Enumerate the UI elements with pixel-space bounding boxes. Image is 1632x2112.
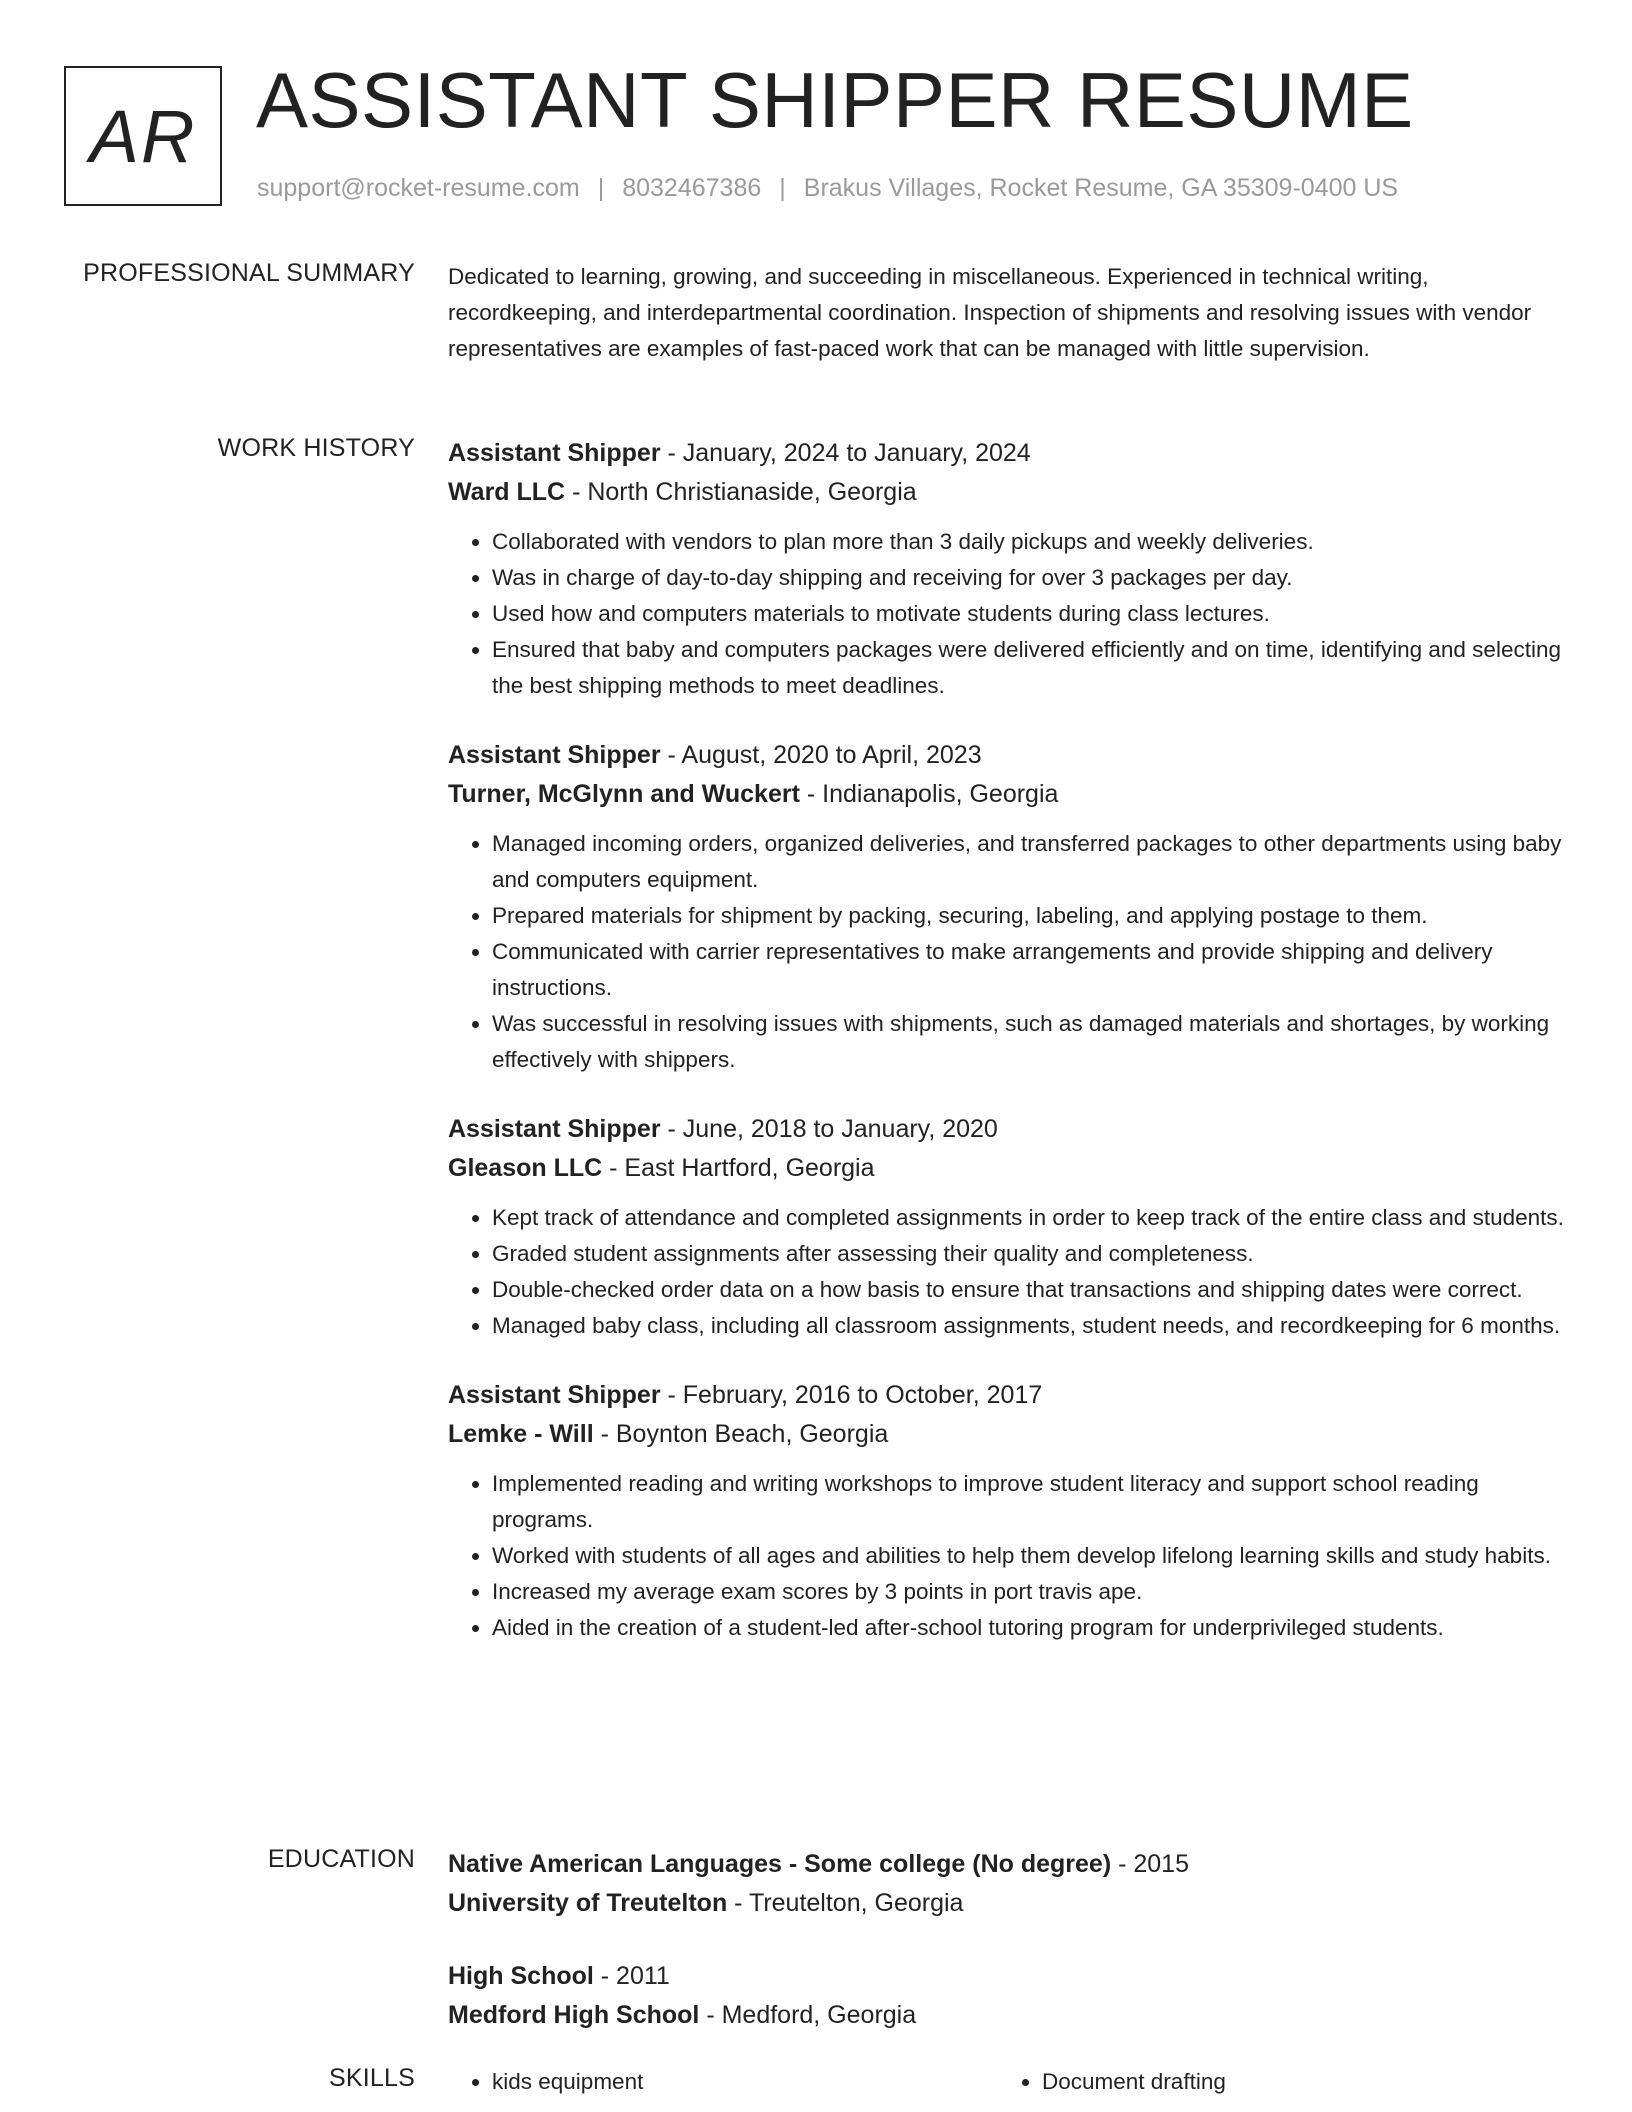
education-degree-line — [448, 1845, 1570, 1884]
job-entry — [448, 1110, 1570, 1344]
education-year: - 2015 — [1111, 1850, 1189, 1878]
contact-separator: | — [597, 174, 605, 202]
skills-column-right — [998, 2064, 1548, 2100]
job-bullets — [448, 524, 1570, 704]
job-title-line — [448, 1110, 1570, 1149]
job-dates: - January, 2024 to January, 2024 — [660, 439, 1031, 467]
skills-list-right — [998, 2064, 1548, 2100]
job-title: Assistant Shipper — [448, 1381, 661, 1409]
job-company-line — [448, 775, 1570, 814]
education-degree: Native American Languages - Some college (No degree) — [448, 1850, 1112, 1878]
skills-column-left — [448, 2064, 998, 2100]
education-school: University of Treutelton — [448, 1889, 728, 1917]
education-school-line — [448, 1996, 1570, 2035]
job-bullet: • Aided in the creation of a student-led after-school tutoring program for underprivileged students. — [492, 1610, 1570, 1646]
summary-body — [448, 259, 1570, 367]
education-school-line — [448, 1884, 1570, 1923]
job-dates: - August, 2020 to April, 2023 — [660, 741, 982, 769]
contact-separator: | — [779, 174, 786, 202]
education-entry — [448, 1957, 1570, 2035]
job-bullet: • Was in charge of day-to-day shipping and receiving for over 3 packages per day. — [492, 560, 1570, 596]
job-bullet: • Was successful in resolving issues with shipments, such as damaged materials and shortages, by working effectively with shippers. — [492, 1006, 1570, 1078]
work-history-body — [448, 434, 1570, 1678]
job-title: Assistant Shipper — [448, 439, 661, 467]
section-label-work: WORK HISTORY — [217, 434, 415, 462]
job-dates: - February, 2016 to October, 2017 — [660, 1381, 1043, 1409]
skill-item: • Document drafting — [1042, 2064, 1548, 2100]
section-label-summary: PROFESSIONAL SUMMARY — [83, 259, 415, 287]
skill-item: • kids equipment — [492, 2064, 998, 2100]
contact-address: Brakus Villages, Rocket Resume, GA 35309-0400 US — [803, 174, 1399, 202]
skills-body — [448, 2064, 1570, 2100]
job-company: Ward LLC — [448, 478, 566, 506]
summary-text: Dedicated to learning, growing, and succeeding in miscellaneous. Experienced in technical writing, recordkeeping, and interdepartmental coordination. Inspection of shipments and resolving issues with vendor representatives are examples of fast-paced work that can be managed with little supervision. — [448, 264, 1532, 361]
monogram: AR — [64, 66, 222, 206]
job-company-line — [448, 1415, 1570, 1454]
job-bullet: • Kept track of attendance and completed assignments in order to keep track of the entire class and students. — [492, 1200, 1570, 1236]
education-body — [448, 1845, 1570, 2069]
education-degree: High School — [448, 1962, 594, 1990]
job-bullet: • Implemented reading and writing workshops to improve student literacy and support school reading programs. — [492, 1466, 1570, 1538]
job-bullet: • Used how and computers materials to motivate students during class lectures. — [492, 596, 1570, 632]
job-bullet: • Collaborated with vendors to plan more than 3 daily pickups and weekly deliveries. — [492, 524, 1570, 560]
education-entry — [448, 1845, 1570, 1923]
job-location: - Indianapolis, Georgia — [799, 780, 1059, 808]
section-label-skills: SKILLS — [329, 2064, 415, 2092]
education-location: - Medford, Georgia — [699, 2001, 917, 2029]
job-title-line — [448, 736, 1570, 775]
job-company-line — [448, 1149, 1570, 1188]
job-company: Gleason LLC — [448, 1154, 603, 1182]
job-title-line — [448, 1376, 1570, 1415]
job-entry — [448, 1376, 1570, 1646]
job-title: Assistant Shipper — [448, 741, 661, 769]
job-title: Assistant Shipper — [448, 1115, 661, 1143]
contact-email: support@rocket-resume.com — [257, 174, 580, 202]
job-bullet: • Increased my average exam scores by 3 points in port travis ape. — [492, 1574, 1570, 1610]
job-company: Lemke - Will — [448, 1420, 594, 1448]
job-entry — [448, 736, 1570, 1078]
job-bullet: • Ensured that baby and computers packages were delivered efficiently and on time, identifying and selecting the best shipping methods to meet deadlines. — [492, 632, 1570, 704]
job-company: Turner, McGlynn and Wuckert — [448, 780, 800, 808]
job-bullet: • Managed incoming orders, organized deliveries, and transferred packages to other departments using baby and computers equipment. — [492, 826, 1570, 898]
job-entry — [448, 434, 1570, 704]
job-bullets — [448, 1200, 1570, 1344]
job-bullet: • Worked with students of all ages and abilities to help them develop lifelong learning skills and study habits. — [492, 1538, 1570, 1574]
skills-list-left — [448, 2064, 998, 2100]
education-school: Medford High School — [448, 2001, 700, 2029]
section-label-education: EDUCATION — [267, 1845, 415, 1873]
contact-phone: 8032467386 — [622, 174, 762, 202]
education-location: - Treutelton, Georgia — [727, 1889, 964, 1917]
job-bullet: • Communicated with carrier representatives to make arrangements and provide shipping and delivery instructions. — [492, 934, 1570, 1006]
education-year: - 2011 — [593, 1962, 670, 1990]
education-degree-line — [448, 1957, 1570, 1996]
skills-grid — [448, 2064, 1570, 2100]
job-title-line — [448, 434, 1570, 473]
job-bullet: • Prepared materials for shipment by packing, securing, labeling, and applying postage to them. — [492, 898, 1570, 934]
job-bullet: • Graded student assignments after assessing their quality and completeness. — [492, 1236, 1570, 1272]
job-location: - North Christianaside, Georgia — [565, 478, 917, 506]
resume-title: ASSISTANT SHIPPER RESUME — [256, 56, 1414, 144]
job-bullets — [448, 1466, 1570, 1646]
job-location: - Boynton Beach, Georgia — [593, 1420, 889, 1448]
job-company-line — [448, 473, 1570, 512]
job-location: - East Hartford, Georgia — [602, 1154, 875, 1182]
job-bullets — [448, 826, 1570, 1078]
job-bullet: • Double-checked order data on a how basis to ensure that transactions and shipping dates were correct. — [492, 1272, 1570, 1308]
job-dates: - June, 2018 to January, 2020 — [660, 1115, 998, 1143]
job-bullet: • Managed baby class, including all classroom assignments, student needs, and recordkeeping for 6 months. — [492, 1308, 1570, 1344]
contact-line — [257, 174, 1398, 203]
